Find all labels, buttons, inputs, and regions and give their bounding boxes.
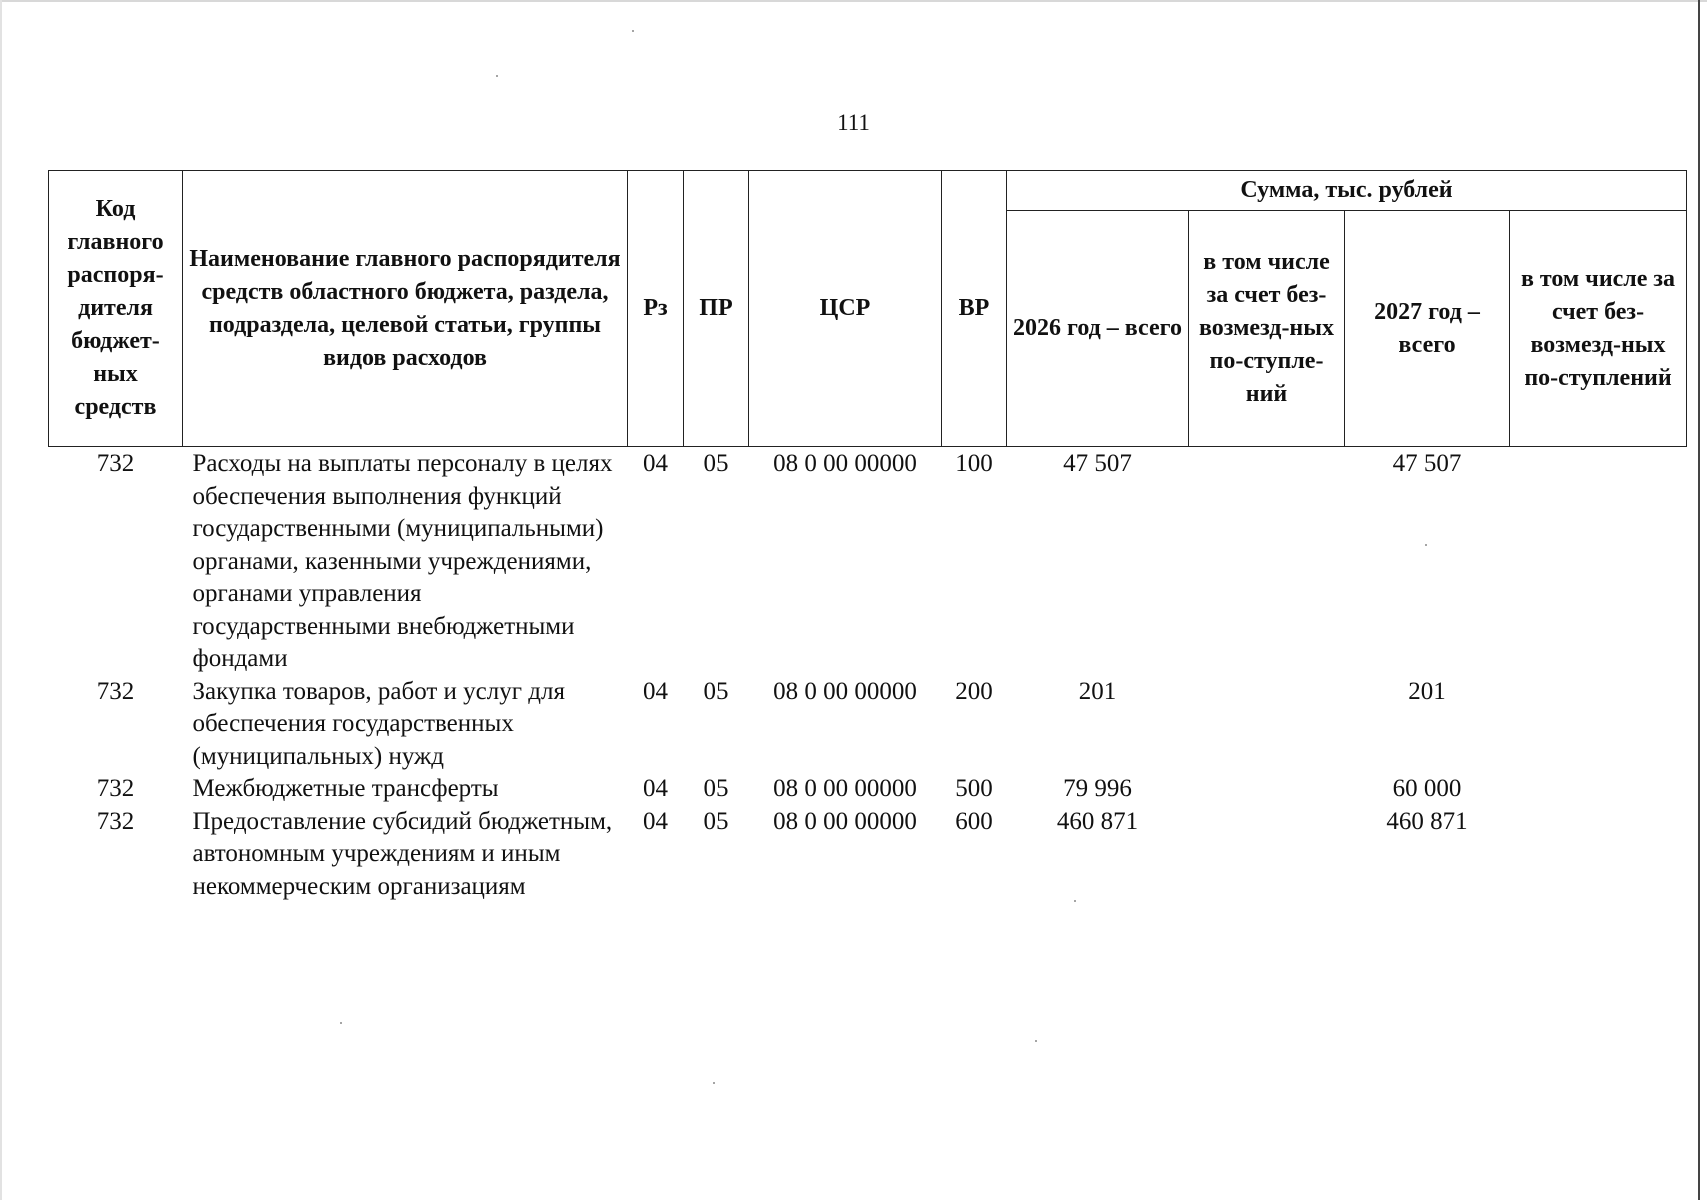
table-row (49, 806, 1687, 904)
scan-edge-left (0, 0, 2, 1200)
row-2026-free (1189, 806, 1345, 904)
row-2026-free (1189, 773, 1345, 806)
scan-edge-top (0, 0, 1707, 2)
row-rz: 04 (643, 450, 668, 477)
row-pr: 05 (703, 807, 729, 835)
header-2026-total: 2026 год – всего (1007, 211, 1189, 447)
row-code: 732 (96, 450, 135, 477)
row-code: 732 (96, 677, 135, 705)
row-2026-total: 201 (1078, 677, 1117, 705)
row-name: Расходы на выплаты персоналу в целях обеспечения выполнения функций государственными (муниципальными) органами, казенными учреждениями, органами управления государственными внебюджетными фондами (192, 450, 613, 672)
row-code: 732 (96, 775, 135, 802)
header-2027-total: 2027 год – всего (1345, 211, 1510, 447)
scan-speck (1035, 1040, 1037, 1042)
scan-speck (340, 1022, 342, 1024)
row-csr: 08 0 00 00000 (773, 677, 917, 705)
table-row (49, 676, 1687, 774)
row-2026-free (1189, 676, 1345, 774)
row-2026-total: 47 507 (1063, 450, 1132, 477)
row-pr: 05 (703, 450, 729, 477)
table-body (49, 447, 1687, 904)
row-pr: 05 (703, 775, 729, 802)
scan-speck (713, 1082, 715, 1084)
budget-table (48, 170, 1687, 903)
row-rz: 04 (643, 775, 668, 802)
row-pr: 05 (703, 677, 729, 705)
header-pr: ПР (684, 171, 749, 447)
header-2026-free: в том числе за счет без-возмезд-ных по-ступле-ний (1189, 211, 1345, 447)
scan-speck (632, 30, 634, 32)
scan-speck (1425, 544, 1427, 546)
scan-speck (1074, 900, 1076, 902)
row-2026-total: 79 996 (1063, 775, 1132, 802)
header-code: Код главного распоря-дителя бюджет-ных средств (49, 171, 183, 447)
header-vr: ВР (942, 171, 1007, 447)
header-name: Наименование главного распорядителя средств областного бюджета, раздела, подраздела, целевой статьи, группы видов расходов (183, 171, 628, 447)
row-name: Межбюджетные трансферты (192, 775, 499, 802)
row-2026-total: 460 871 (1056, 807, 1139, 835)
table-row (49, 773, 1687, 806)
row-code: 732 (96, 807, 135, 835)
header-sum-group: Сумма, тыс. рублей (1007, 171, 1687, 211)
row-csr: 08 0 00 00000 (773, 807, 917, 835)
row-2027-free (1510, 676, 1687, 774)
row-2027-total: 60 000 (1392, 775, 1462, 802)
row-2027-total: 201 (1408, 677, 1446, 705)
scan-speck (496, 75, 498, 77)
row-name: Закупка товаров, работ и услуг для обеспечения государственных (муниципальных) нужд (192, 677, 565, 770)
header-csr: ЦСР (749, 171, 942, 447)
row-2026-free (1189, 447, 1345, 676)
row-vr: 600 (955, 807, 993, 835)
row-2027-free (1510, 806, 1687, 904)
scan-edge-right (1698, 0, 1700, 1200)
row-2027-total: 47 507 (1392, 450, 1462, 477)
row-2027-free (1510, 447, 1687, 676)
row-2027-total: 460 871 (1386, 807, 1468, 835)
row-vr: 500 (955, 775, 993, 802)
row-rz: 04 (643, 677, 668, 705)
row-csr: 08 0 00 00000 (773, 450, 917, 477)
row-vr: 200 (955, 677, 993, 705)
row-name: Предоставление субсидий бюджетным, автономным учреждениям и иным некоммерческим организациям (192, 807, 613, 900)
header-rz: Рз (628, 171, 684, 447)
page-number: 111 (837, 110, 870, 135)
row-vr: 100 (955, 450, 993, 477)
header-2027-free: в том числе за счет без-возмезд-ных по-ступлений (1510, 211, 1687, 447)
table-row (49, 447, 1687, 676)
table-header (49, 171, 1687, 447)
row-csr: 08 0 00 00000 (773, 775, 917, 802)
row-2027-free (1510, 773, 1687, 806)
row-rz: 04 (643, 807, 668, 835)
